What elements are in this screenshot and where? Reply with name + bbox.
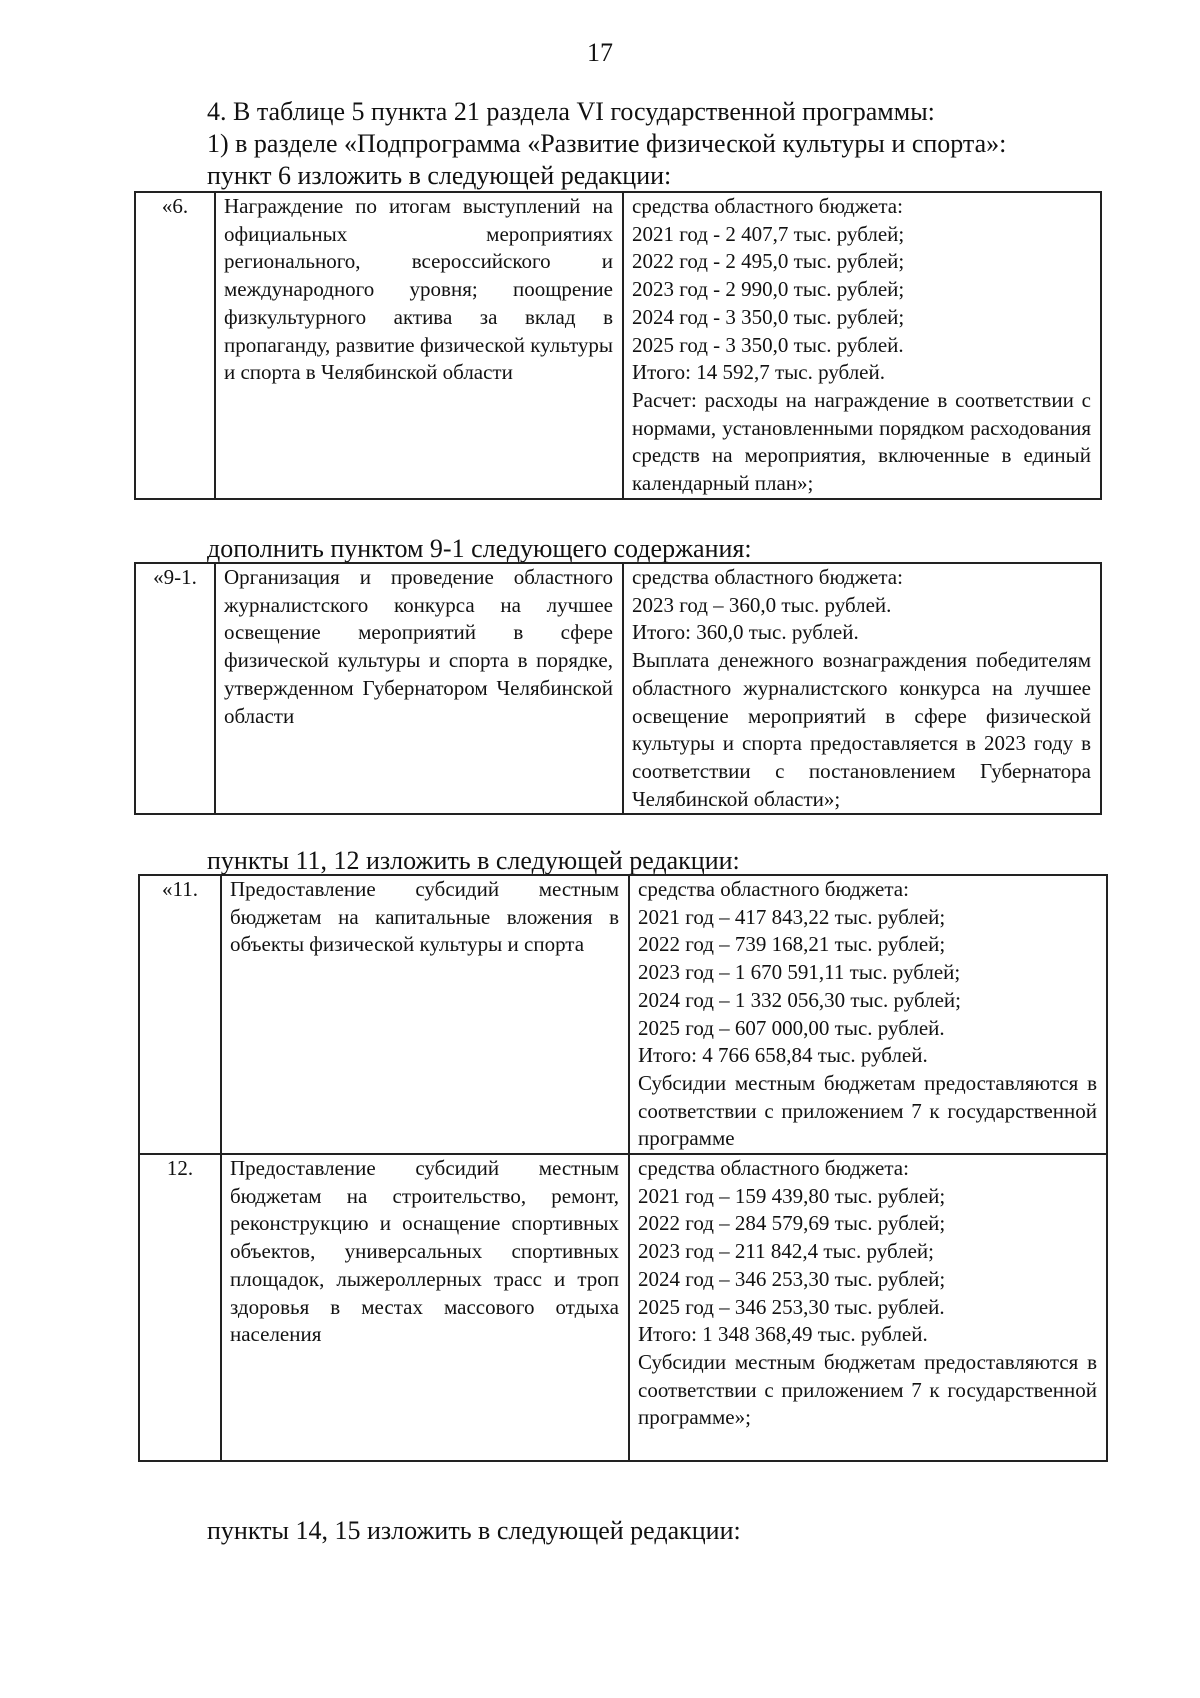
funding-line: 2023 год – 360,0 тыс. рублей. — [632, 592, 892, 617]
funding-total: Итого: 4 766 658,84 тыс. рублей. — [638, 1043, 928, 1068]
section-line-9-1: дополнить пунктом 9-1 следующего содержания: — [207, 534, 752, 563]
table-row — [135, 563, 1101, 814]
table-item-6 — [134, 191, 1102, 500]
row-number: 12. — [139, 1154, 221, 1461]
section-line-14-15: пункты 14, 15 изложить в следующей редакции: — [207, 1516, 741, 1545]
funding-line: 2021 год – 159 439,80 тыс. рублей; — [638, 1183, 946, 1208]
funding-line: средства областного бюджета: — [632, 565, 903, 589]
table-row — [135, 192, 1101, 499]
funding-line: средства областного бюджета: — [638, 1156, 909, 1181]
funding-line: 2022 год – 739 168,21 тыс. рублей; — [638, 932, 946, 957]
row-number: «9-1. — [135, 563, 215, 814]
funding-line: средства областного бюджета: — [632, 194, 903, 218]
intro-line-2: 1) в разделе «Подпрограмма «Развитие физической культуры и спорта»: — [207, 129, 1007, 158]
funding-line: 2022 год - 2 495,0 тыс. рублей; — [632, 249, 905, 274]
row-description: Организация и проведение областного журналистского конкурса на лучшее освещение мероприятий в сфере физической культуры и спорта в порядке, утвержденном Губернатором Челябинской области — [215, 563, 623, 814]
table-row — [139, 1154, 1107, 1461]
row-number: «6. — [135, 192, 215, 499]
funding-line: 2025 год - 3 350,0 тыс. рублей. — [632, 332, 904, 357]
section-line-11-12: пункты 11, 12 изложить в следующей редакции: — [207, 846, 740, 875]
funding-line: 2024 год – 1 332 056,30 тыс. рублей; — [638, 987, 962, 1012]
funding-total: Итого: 1 348 368,49 тыс. рублей. — [638, 1322, 928, 1347]
table-items-11-12 — [138, 874, 1108, 1462]
funding-line: средства областного бюджета: — [638, 877, 909, 901]
intro-line-1: 4. В таблице 5 пункта 21 раздела VI государственной программы: — [207, 97, 935, 126]
row-description: Предоставление субсидий местным бюджетам на строительство, ремонт, реконструкцию и оснащение спортивных объектов, универсальных спортивных площадок, лыжероллерных трасс и троп здоровья в местах массового отдыха населения — [221, 1154, 629, 1461]
row-description: Награждение по итогам выступлений на официальных мероприятиях регионального, всероссийского и международного уровня; поощрение физкультурного актива за вклад в пропаганду, развитие физической культуры и спорта в Челябинской области — [215, 192, 623, 499]
funding-note: Субсидии местным бюджетам предоставляются в соответствии с приложением 7 к государственной программе»; — [638, 1349, 1097, 1430]
funding-line: 2023 год – 211 842,4 тыс. рублей; — [638, 1239, 934, 1264]
row-funding — [629, 875, 1107, 1154]
funding-line: 2025 год – 346 253,30 тыс. рублей. — [638, 1294, 945, 1319]
page-number: 17 — [587, 38, 613, 67]
funding-line: 2023 год - 2 990,0 тыс. рублей; — [632, 277, 905, 302]
funding-line: 2025 год – 607 000,00 тыс. рублей. — [638, 1015, 945, 1040]
funding-line: 2022 год – 284 579,69 тыс. рублей; — [638, 1211, 946, 1236]
funding-total: Итого: 360,0 тыс. рублей. — [632, 620, 859, 645]
funding-note: Расчет: расходы на награждение в соответствии с нормами, установленными порядком расходования средств на мероприятия, включенные в единый календарный план»; — [632, 387, 1091, 496]
funding-total: Итого: 14 592,7 тыс. рублей. — [632, 360, 885, 385]
funding-line: 2023 год – 1 670 591,11 тыс. рублей; — [638, 960, 961, 985]
funding-note: Выплата денежного вознаграждения победителям областного журналистского конкурса на лучшее освещение мероприятий в сфере физической культуры и спорта предоставляется в 2023 году в соответствии с постановлением Губернатора Челябинской области»; — [632, 648, 1091, 811]
row-funding — [629, 1154, 1107, 1461]
funding-line: 2021 год – 417 843,22 тыс. рублей; — [638, 904, 946, 929]
funding-line: 2021 год - 2 407,7 тыс. рублей; — [632, 221, 905, 246]
row-funding — [623, 192, 1101, 499]
funding-line: 2024 год – 346 253,30 тыс. рублей; — [638, 1266, 946, 1291]
row-description: Предоставление субсидий местным бюджетам на капитальные вложения в объекты физической культуры и спорта — [221, 875, 629, 1154]
row-number: «11. — [139, 875, 221, 1154]
intro-line-3: пункт 6 изложить в следующей редакции: — [207, 161, 672, 190]
funding-note: Субсидии местным бюджетам предоставляются в соответствии с приложением 7 к государственной программе — [638, 1070, 1097, 1151]
table-item-9-1 — [134, 562, 1102, 815]
row-funding — [623, 563, 1101, 814]
funding-line: 2024 год - 3 350,0 тыс. рублей; — [632, 304, 905, 329]
table-row — [139, 875, 1107, 1154]
